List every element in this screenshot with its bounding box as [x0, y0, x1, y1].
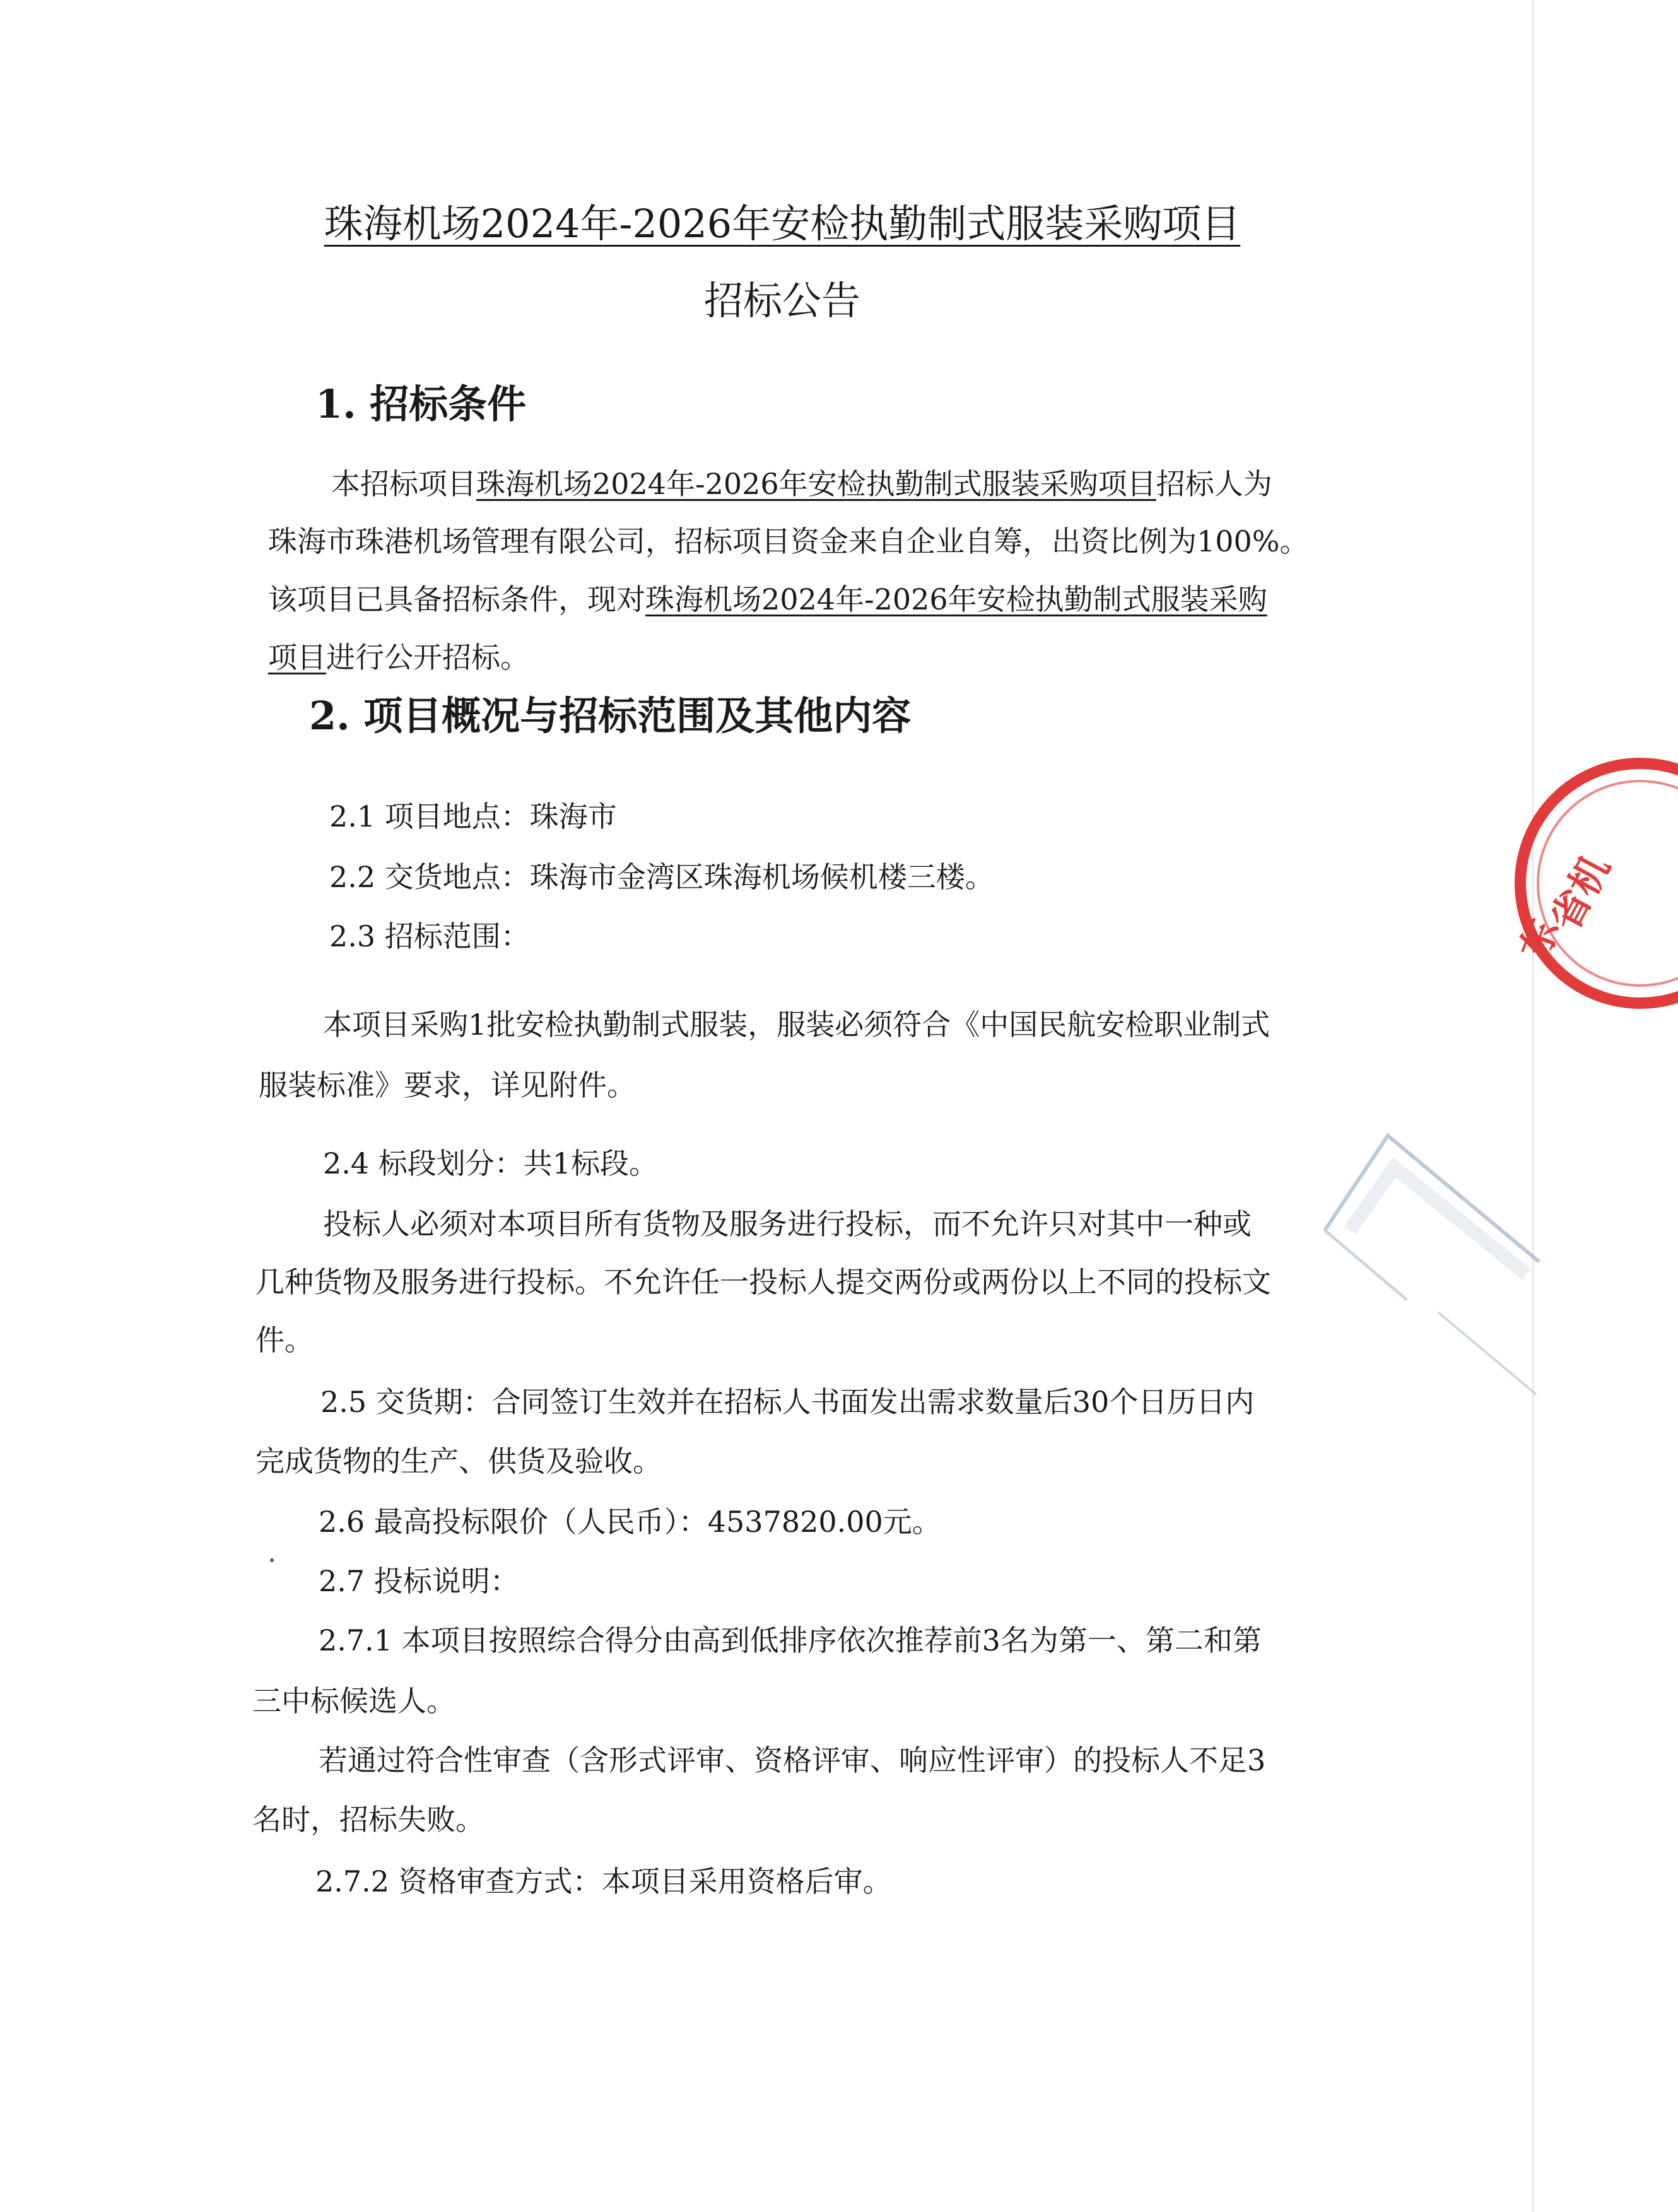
item-2-4: 2.4 标段划分：共1标段。 — [323, 1146, 659, 1180]
doc-title — [0, 196, 1564, 252]
faint-stamp-icon — [1312, 1110, 1539, 1413]
para1-line1-pre: 本招标项目 — [331, 467, 476, 501]
para1-line4-post: 进行公开招标。 — [326, 640, 529, 674]
official-seal-icon — [1451, 744, 1678, 1022]
para1-line1-post: 招标人为 — [1156, 467, 1272, 501]
item-2-5-line1: 2.5 交货期：合同签订生效并在招标人书面发出需求数量后30个日历日内 — [320, 1385, 1255, 1419]
section2-heading: 2. 项目概况与招标范围及其他内容 — [309, 693, 912, 739]
svg-text:东: 东 — [1511, 912, 1568, 966]
para1-line2: 珠海市珠港机场管理有限公司，招标项目资金来自企业自筹，出资比例为100%。 — [268, 524, 1309, 558]
section1-heading: 1. 招标条件 — [315, 381, 527, 427]
item-2-3: 2.3 招标范围： — [329, 919, 530, 953]
doc-subtitle: 招标公告 — [703, 278, 860, 324]
svg-text:省机: 省机 — [1541, 847, 1619, 939]
bid-line3: 件。 — [255, 1323, 314, 1357]
scan-edge-line — [1532, 0, 1534, 2212]
item-2-7-1-line2: 三中标候选人。 — [252, 1684, 455, 1718]
project-name-link-1: 珠海机场2024年-2026年安检执勤制式服装采购项目 — [476, 467, 1156, 501]
item-2-6: 2.6 最高投标限价（人民币）：4537820.00元。 — [319, 1505, 941, 1539]
para1-line4 — [268, 637, 529, 678]
bid-line1: 投标人必须对本项目所有货物及服务进行投标，而不允许只对其中一种或 — [323, 1207, 1252, 1241]
item-2-5-line2: 完成货物的生产、供货及验收。 — [255, 1444, 662, 1478]
project-name-link-2-end: 项目 — [268, 640, 326, 674]
item-2-1: 2.1 项目地点：珠海市 — [329, 799, 617, 833]
fail-line2: 名时，招标失败。 — [252, 1803, 484, 1837]
item-2-7: 2.7 投标说明： — [319, 1564, 519, 1598]
para1-line3-pre: 该项目已具备招标条件，现对 — [268, 582, 645, 616]
scope-line1: 本项目采购1批安检执勤制式服装，服装必须符合《中国民航安检职业制式 — [323, 1008, 1270, 1042]
scope-line2: 服装标准》要求，详见附件。 — [259, 1068, 636, 1102]
bid-line2: 几种货物及服务进行投标。不允许任一投标人提交两份或两份以上不同的投标文 — [255, 1265, 1271, 1299]
fail-line1: 若通过符合性审查（含形式评审、资格评审、响应性评审）的投标人不足3 — [319, 1743, 1266, 1777]
para1-line3 — [268, 579, 1267, 620]
item-2-7-2: 2.7.2 资格审查方式：本项目采用资格后审。 — [315, 1864, 892, 1898]
doc-title-text: 珠海机场2024年-2026年安检执勤制式服装采购项目 — [324, 201, 1241, 247]
item-2-7-1-line1: 2.7.1 本项目按照综合得分由高到低排序依次推荐前3名为第一、第二和第 — [319, 1623, 1262, 1657]
project-name-link-2: 珠海机场2024年-2026年安检执勤制式服装采购 — [645, 582, 1267, 616]
scan-speck — [270, 1558, 274, 1562]
item-2-2: 2.2 交货地点：珠海市金湾区珠海机场候机楼三楼。 — [329, 860, 994, 894]
para1-line1 — [331, 464, 1272, 504]
